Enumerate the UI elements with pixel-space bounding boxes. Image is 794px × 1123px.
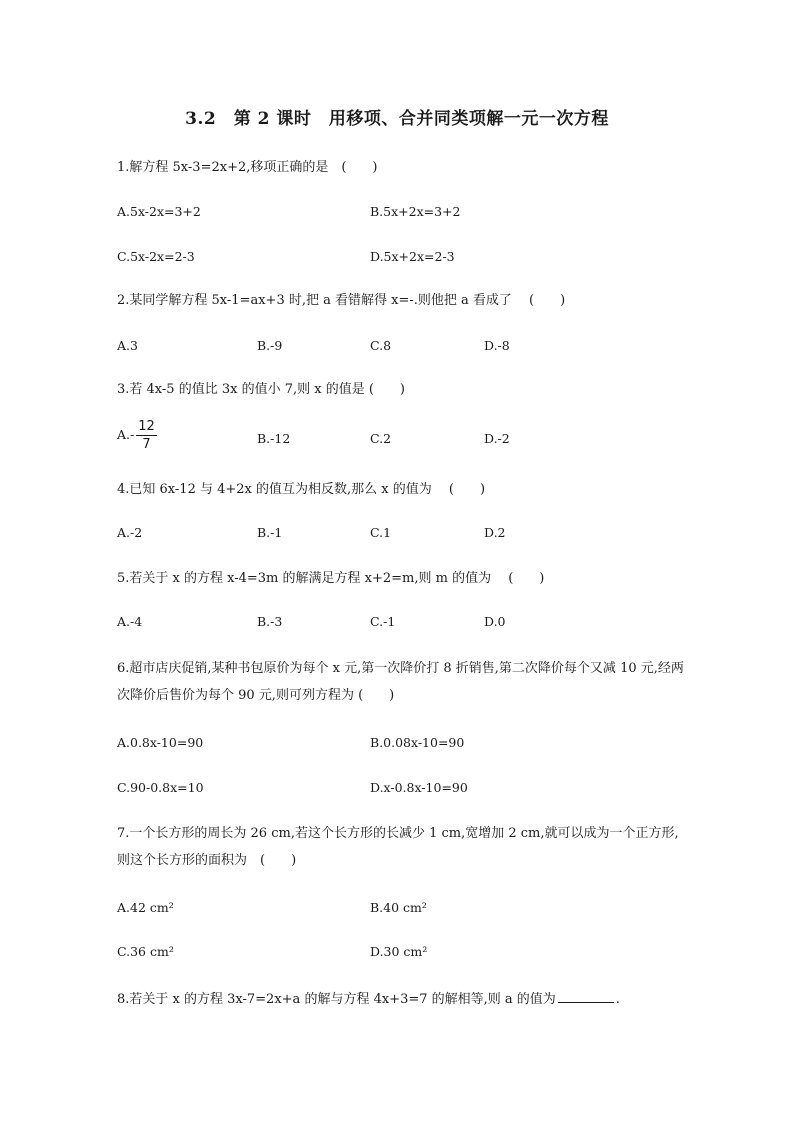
question-2-option-a: A.3	[117, 338, 138, 353]
question-3-option-a-label: A.-	[117, 427, 135, 442]
question-1-option-b: B.5x+2x=3+2	[370, 204, 461, 219]
answer-blank[interactable]	[558, 988, 614, 1003]
question-6-stem: 6.超市店庆促销,某种书包原价为每个 x 元,第一次降价打 8 折销售,第二次降价每个又减 10 元,经两次降价后售价为每个 90 元,则可列方程为 ( )	[117, 661, 684, 703]
question-4-option-b: B.-1	[257, 525, 283, 540]
question-4-option-a: A.-2	[117, 525, 143, 540]
question-1-option-c: C.5x-2x=2-3	[117, 249, 195, 264]
fraction	[136, 418, 157, 453]
question-3-option-b: B.-12	[257, 431, 291, 446]
question-8-suffix: .	[615, 992, 620, 1007]
question-6-option-d: D.x-0.8x-10=90	[370, 780, 468, 795]
question-4-option-c: C.1	[370, 525, 392, 540]
question-6-option-b: B.0.08x-10=90	[370, 735, 465, 750]
fraction-denominator: 7	[142, 437, 151, 452]
question-3-option-d: D.-2	[484, 431, 510, 446]
question-4-option-d: D.2	[484, 525, 506, 540]
question-5-stem: 5.若关于 x 的方程 x-4=3m 的解满足方程 x+2=m,则 m 的值为 ( )	[117, 571, 545, 586]
question-7-stem: 7.一个长方形的周长为 26 cm,若这个长方形的长减少 1 cm,宽增加 2 cm,就可以成为一个正方形,则这个长方形的面积为 ( )	[117, 826, 679, 868]
question-1-option-a: A.5x-2x=3+2	[117, 204, 201, 219]
question-7-option-b: B.40 cm²	[370, 900, 427, 915]
question-1-option-d: D.5x+2x=2-3	[370, 249, 455, 264]
question-2-stem: 2.某同学解方程 5x-1=ax+3 时,把 a 看错解得 x=-.则他把 a 看成了 ( )	[117, 293, 566, 308]
question-5-option-c: C.-1	[370, 614, 396, 629]
question-4-stem: 4.已知 6x-12 与 4+2x 的值互为相反数,那么 x 的值为 ( )	[117, 482, 486, 497]
question-8-stem	[117, 988, 620, 1010]
question-5-option-d: D.0	[484, 614, 506, 629]
question-2-option-d: D.-8	[484, 338, 510, 353]
question-3-stem: 3.若 4x-5 的值比 3x 的值小 7,则 x 的值是 ( )	[117, 382, 405, 397]
question-7-option-a: A.42 cm²	[117, 900, 174, 915]
question-3-option-a	[117, 418, 157, 453]
question-3-option-c: C.2	[370, 431, 392, 446]
fraction-numerator: 12	[138, 419, 155, 434]
question-5-option-b: B.-3	[257, 614, 283, 629]
question-1-stem: 1.解方程 5x-3=2x+2,移项正确的是 ( )	[117, 160, 378, 175]
question-2-option-b: B.-9	[257, 338, 283, 353]
question-2-option-c: C.8	[370, 338, 392, 353]
question-5-option-a: A.-4	[117, 614, 143, 629]
question-6-option-c: C.90-0.8x=10	[117, 780, 204, 795]
question-8-text: 8.若关于 x 的方程 3x-7=2x+a 的解与方程 4x+3=7 的解相等,则 a 的值为	[117, 992, 556, 1007]
question-7-option-c: C.36 cm²	[117, 944, 174, 959]
question-6-option-a: A.0.8x-10=90	[117, 735, 204, 750]
question-7-option-d: D.30 cm²	[370, 944, 428, 959]
page-title: 3.2 第 2 课时 用移项、合并同类项解一元一次方程	[185, 109, 609, 129]
